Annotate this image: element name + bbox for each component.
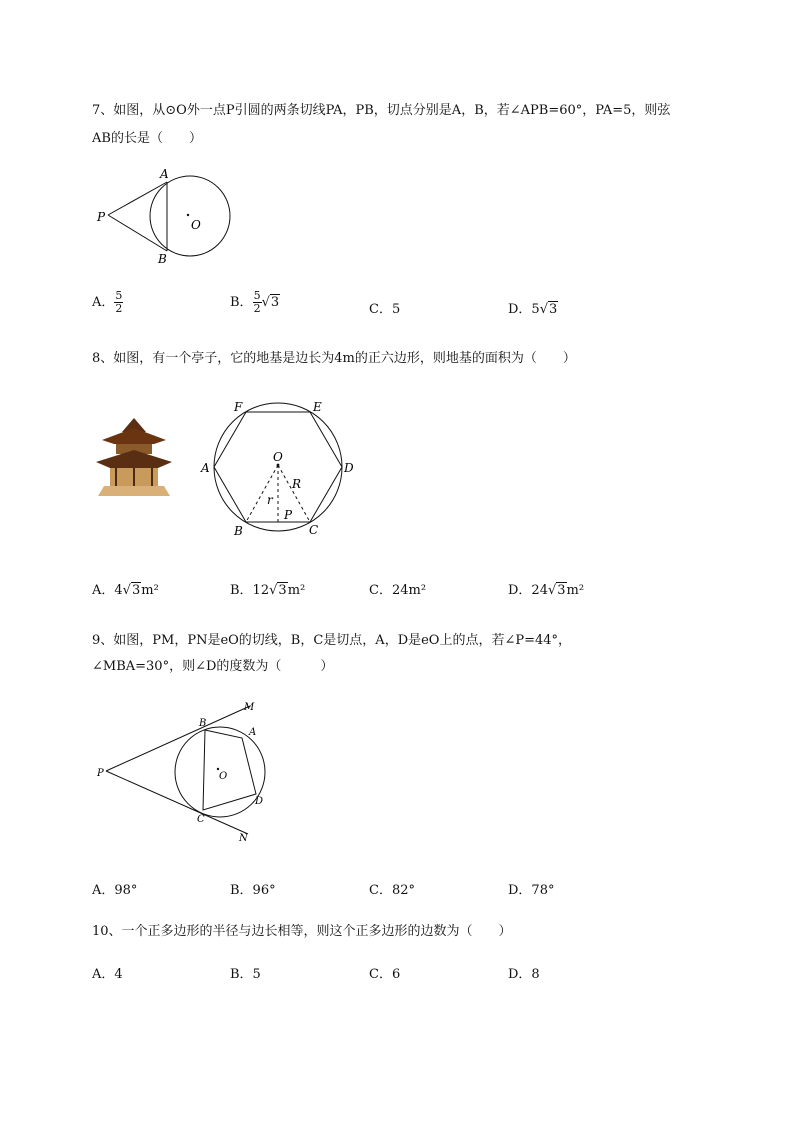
option-prefix: A． xyxy=(92,295,115,310)
label-e: E xyxy=(313,400,322,414)
tangent-pm xyxy=(106,706,250,771)
sqrt-symbol: √3 xyxy=(261,295,280,310)
q7-option-d[interactable] xyxy=(508,298,558,317)
label-a: A xyxy=(160,167,169,181)
q8-option-b[interactable] xyxy=(230,579,305,598)
option-prefix: D．5 xyxy=(508,302,540,317)
label-a: A xyxy=(201,461,210,475)
q8-option-c[interactable]: C．24m² xyxy=(369,583,427,598)
label-m: M xyxy=(244,702,255,713)
label-b: B xyxy=(199,718,207,729)
unit: m² xyxy=(287,583,306,598)
q7-option-b[interactable] xyxy=(230,290,280,315)
q9-option-c[interactable]: C．82° xyxy=(369,883,415,898)
radicand: 3 xyxy=(270,295,280,310)
numerator: 5 xyxy=(115,289,123,302)
q9-figure xyxy=(94,698,274,846)
q10-stem-line1: 10、一个正多边形的半径与边长相等，则这个正多边形的边数为（ ） xyxy=(92,924,512,939)
fraction xyxy=(114,290,123,315)
sqrt-symbol: √3 xyxy=(539,302,558,317)
radicand: 3 xyxy=(131,583,141,598)
center-dot xyxy=(217,768,219,770)
q8-figure xyxy=(198,395,363,545)
label-c: C xyxy=(309,523,319,537)
center-dot xyxy=(187,214,189,216)
center-dot xyxy=(277,464,280,467)
radicand: 3 xyxy=(557,583,566,598)
q9-option-d[interactable]: D．78° xyxy=(508,883,555,898)
q9-stem-line2: ∠MBA=30°，则∠D的度数为（ ） xyxy=(92,659,334,674)
tangent-pb xyxy=(108,215,167,251)
q10-option-d[interactable]: D．8 xyxy=(508,967,540,982)
label-d: D xyxy=(344,461,354,475)
q10-option-a[interactable]: A．4 xyxy=(92,967,123,982)
option-prefix: A．4 xyxy=(92,583,123,598)
sqrt-symbol: √3 xyxy=(269,583,287,598)
q7-stem-line1: 7、如图，从⊙O外一点P引圆的两条切线PA，PB，切点分别是A，B，若∠APB=60°，PA=5，则弦 xyxy=(92,103,671,118)
quadrilateral-badc xyxy=(203,730,256,810)
label-b: B xyxy=(158,252,167,266)
label-p: P xyxy=(97,210,106,224)
label-c: C xyxy=(197,814,205,825)
q10-option-b[interactable]: B．5 xyxy=(230,967,261,982)
q10-option-c[interactable]: C．6 xyxy=(369,967,401,982)
q8-option-a[interactable] xyxy=(92,579,159,598)
label-r-small: r xyxy=(267,493,273,507)
radius-ob xyxy=(246,465,278,522)
q8-option-d[interactable] xyxy=(508,579,584,598)
label-n: N xyxy=(239,833,248,844)
option-prefix: B． xyxy=(230,295,253,310)
sqrt-symbol: √3 xyxy=(122,583,141,598)
unit: m² xyxy=(566,583,585,598)
label-p: P xyxy=(284,508,293,522)
label-o: O xyxy=(273,450,283,464)
q9-option-a[interactable]: A．98° xyxy=(92,883,138,898)
radius-oc xyxy=(278,465,310,522)
fraction xyxy=(253,290,262,315)
label-o: O xyxy=(219,771,228,782)
q8-stem-line1: 8、如图，有一个亭子，它的地基是边长为4m的正六边形，则地基的面积为（ ） xyxy=(92,351,576,366)
label-r-big: R xyxy=(292,477,302,491)
option-prefix: D．24 xyxy=(508,583,548,598)
radicand: 3 xyxy=(549,302,558,317)
radicand: 3 xyxy=(278,583,287,598)
denominator: 2 xyxy=(253,302,261,315)
q9-stem-line1: 9、如图，PM，PN是eO的切线，B，C是切点，A，D是eO上的点，若∠P=44°， xyxy=(92,633,572,648)
label-o: O xyxy=(191,218,201,232)
numerator: 5 xyxy=(253,289,261,302)
label-p: P xyxy=(97,768,104,779)
q7-stem-line2: AB的长是（ ） xyxy=(92,131,202,146)
circle-o xyxy=(150,176,230,256)
q9-option-b[interactable]: B．96° xyxy=(230,883,276,898)
label-b: B xyxy=(234,524,243,538)
q7-option-a[interactable] xyxy=(92,290,123,315)
label-d: D xyxy=(255,796,264,807)
tangent-pa xyxy=(108,182,167,215)
label-f: F xyxy=(234,400,243,414)
option-prefix: B．12 xyxy=(230,583,270,598)
q7-option-c[interactable]: C．5 xyxy=(369,302,401,317)
label-a: A xyxy=(249,727,257,738)
sqrt-symbol: √3 xyxy=(547,583,566,598)
q7-figure xyxy=(90,160,250,272)
pavilion-image xyxy=(94,410,174,502)
denominator: 2 xyxy=(115,302,123,315)
unit: m² xyxy=(141,583,159,598)
